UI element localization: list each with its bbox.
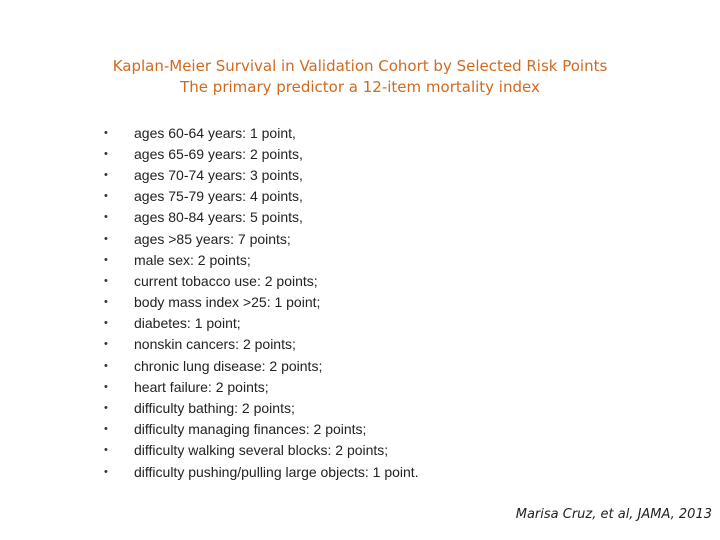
bullet-icon: •: [104, 211, 108, 224]
list-item-text: ages 70-74 years: 3 points,: [134, 166, 303, 183]
slide-title: [0, 56, 720, 98]
list-item-text: chronic lung disease: 2 points;: [134, 357, 323, 374]
bullet-icon: •: [104, 465, 108, 478]
bullet-icon: •: [104, 147, 108, 160]
list-item-text: male sex: 2 points;: [134, 251, 251, 268]
list-item-text: ages >85 years: 7 points;: [134, 230, 291, 247]
bullet-icon: •: [104, 296, 108, 309]
list-item: [100, 355, 419, 376]
list-item-text: ages 80-84 years: 5 points,: [134, 209, 303, 226]
list-item: [100, 249, 419, 270]
bullet-icon: •: [104, 317, 108, 330]
bullet-icon: •: [104, 338, 108, 351]
list-item: [100, 419, 419, 440]
list-item: [100, 461, 419, 482]
list-item: [100, 292, 419, 313]
bullet-icon: •: [104, 359, 108, 372]
list-item-text: difficulty managing finances: 2 points;: [134, 421, 367, 438]
title-line-2: The primary predictor a 12-item mortality index: [180, 78, 540, 96]
list-item-text: nonskin cancers: 2 points;: [134, 336, 296, 353]
list-item-text: body mass index >25: 1 point;: [134, 294, 321, 311]
bullet-icon: •: [104, 232, 108, 245]
list-item: [100, 207, 419, 228]
bullet-icon: •: [104, 380, 108, 393]
bullet-icon: •: [104, 444, 108, 457]
list-item: [100, 164, 419, 185]
bullet-icon: •: [104, 423, 108, 436]
list-item: [100, 228, 419, 249]
list-item-text: ages 65-69 years: 2 points,: [134, 145, 303, 162]
list-item: [100, 122, 419, 143]
list-item-text: difficulty walking several blocks: 2 points;: [134, 442, 389, 459]
bullet-icon: •: [104, 168, 108, 181]
bullet-icon: •: [104, 274, 108, 287]
bullet-icon: •: [104, 126, 108, 139]
list-item: [100, 143, 419, 164]
list-item: [100, 440, 419, 461]
list-item: [100, 186, 419, 207]
bullet-icon: •: [104, 402, 108, 415]
list-item-text: diabetes: 1 point;: [134, 315, 241, 332]
title-line-1: Kaplan-Meier Survival in Validation Cohort by Selected Risk Points: [112, 57, 608, 75]
bullet-icon: •: [104, 253, 108, 266]
bullet-icon: •: [104, 190, 108, 203]
list-item: [100, 376, 419, 397]
risk-points-list: [100, 122, 419, 482]
list-item: [100, 270, 419, 291]
list-item: [100, 313, 419, 334]
list-item: [100, 334, 419, 355]
list-item-text: difficulty bathing: 2 points;: [134, 400, 295, 417]
citation: Marisa Cruz, et al, JAMA, 2013: [515, 507, 712, 522]
list-item-text: current tobacco use: 2 points;: [134, 272, 318, 289]
list-item-text: difficulty pushing/pulling large objects: 1 point.: [134, 463, 419, 480]
list-item: [100, 397, 419, 418]
list-item-text: ages 75-79 years: 4 points,: [134, 188, 303, 205]
list-item-text: ages 60-64 years: 1 point,: [134, 124, 296, 141]
list-item-text: heart failure: 2 points;: [134, 378, 269, 395]
